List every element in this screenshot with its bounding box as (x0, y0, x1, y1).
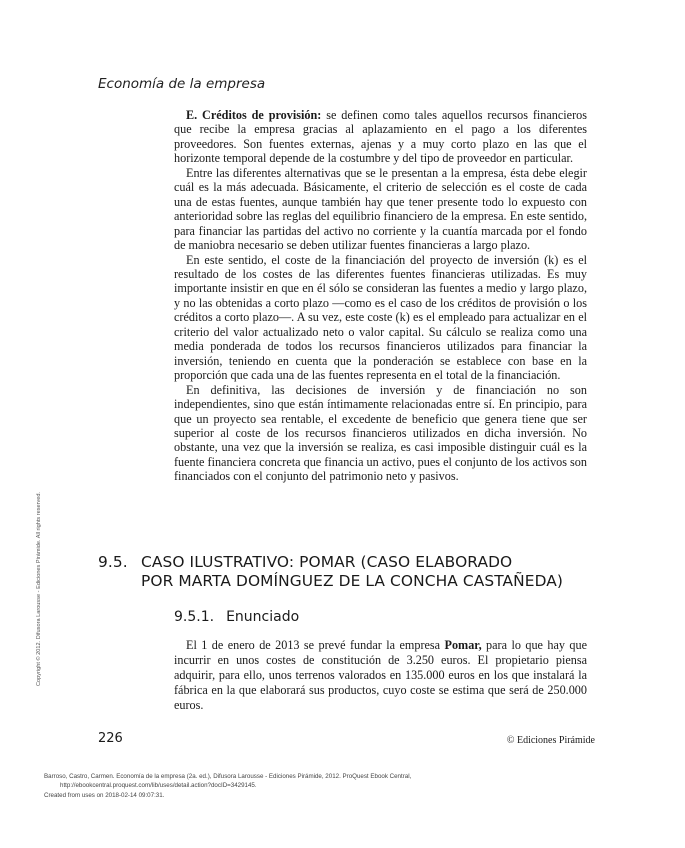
copyright-sidebar: Copyright © 2012. Difusora Larousse - Ediciones Pirámide. All rights reserved. (36, 491, 42, 686)
section-heading (98, 553, 618, 591)
paragraph-creditos-provision (174, 108, 587, 166)
citation-created: Created from uses on 2018-02-14 09:07:31. (44, 791, 165, 799)
running-head: Economía de la empresa (98, 76, 266, 92)
section-title-line2: POR MARTA DOMÍNGUEZ DE LA CONCHA CASTAÑEDA) (141, 572, 563, 590)
paragraph-lead: E. Créditos de provisión: (186, 108, 322, 122)
paragraph-text: se definen como tales aquellos recursos financieros que recibe la empresa gracias al aplazamiento en el pago a los diferentes proveedores. Son fuentes externas, ajenas y a muy corto plazo en las que el horizonte temporal depende de la costumbre y del tipo de proveedor en particular. (174, 108, 587, 166)
subsection-title: Enunciado (226, 609, 300, 625)
subsection-number: 9.5.1. (174, 609, 215, 625)
section-number: 9.5. (98, 553, 128, 571)
citation-line: Barroso, Castro, Carmen. Economía de la empresa (2a. ed.), Difusora Larousse - Ediciones Pirámide, 2012. ProQuest Ebook Central, (44, 773, 412, 780)
publisher-footer: © Ediciones Pirámide (506, 735, 595, 746)
paragraph: Entre las diferentes alternativas que se le presentan a la empresa, ésta debe elegir cuál es la más adecuada. Básicamente, el criterio de selección es el coste de cada una de estas fuentes, aunque también hay que tener presente todo lo expuesto con anterioridad sobre las reglas del equilibrio financiero de la empresa. En este sentido, para financiar las partidas del activo no corriente y la cuantía marcada por el fondo de maniobra necesario se deben utilizar fuentes financieras a largo plazo. (174, 165, 587, 253)
paragraph: En este sentido, el coste de la financiación del proyecto de inversión (k) es el resultado de los costes de las diferentes fuentes financieras utilizadas. Es muy importante insistir en que en él sólo se consideran las fuentes a medio y largo plazo, y no las obtenidas a corto plazo —como es el caso de los créditos de provisión o los créditos a corto plazo—. A su vez, este coste (k) es el empleado para actualizar en el criterio del valor actualizado neto o valor capital. Su cálculo se realiza como una media ponderada de todos los recursos financieros utilizados para financiar la inversión, teniendo en cuenta que la ponderación se establece con base en la proporción que cada una de las fuentes representa en el total de la financiación. (174, 252, 587, 383)
page-number: 226 (98, 731, 123, 746)
citation-footer (44, 772, 604, 800)
subsection-heading (174, 609, 299, 625)
case-text (174, 638, 587, 713)
citation-url[interactable]: http://ebookcentral.proquest.com/lib/uses/detail.action?docID=3429145. (60, 782, 257, 790)
section-title-line1: CASO ILUSTRATIVO: POMAR (CASO ELABORADO (141, 553, 513, 571)
case-text-before: El 1 de enero de 2013 se prevé fundar la empresa (186, 638, 445, 652)
case-paragraph (174, 638, 587, 713)
body-text (174, 108, 587, 484)
company-name: Pomar, (444, 638, 482, 652)
case-text-after: para lo que hay que incurrir en unos costes de constitución de 3.250 euros. El propietario piensa adquirir, para ello, unos terrenos valorados en 135.000 euros en los que instalará la fábrica en la que elaborará sus productos, cuyo coste se estima que será de 250.000 euros. (174, 638, 588, 712)
paragraph: En definitiva, las decisiones de inversión y de financiación no son independientes, sino que están íntimamente relacionadas entre sí. En principio, para que un proyecto sea rentable, el excedente de beneficio que genera tiene que ser superior al coste de los recursos financieros utilizados en dicha inversión. No obstante, una vez que la inversión se realiza, es casi imposible distinguir cuál es la fuente financiera concreta que financia un activo, pues el conjunto de los activos son financiados con el conjunto del patrimonio neto y pasivos. (174, 382, 587, 484)
